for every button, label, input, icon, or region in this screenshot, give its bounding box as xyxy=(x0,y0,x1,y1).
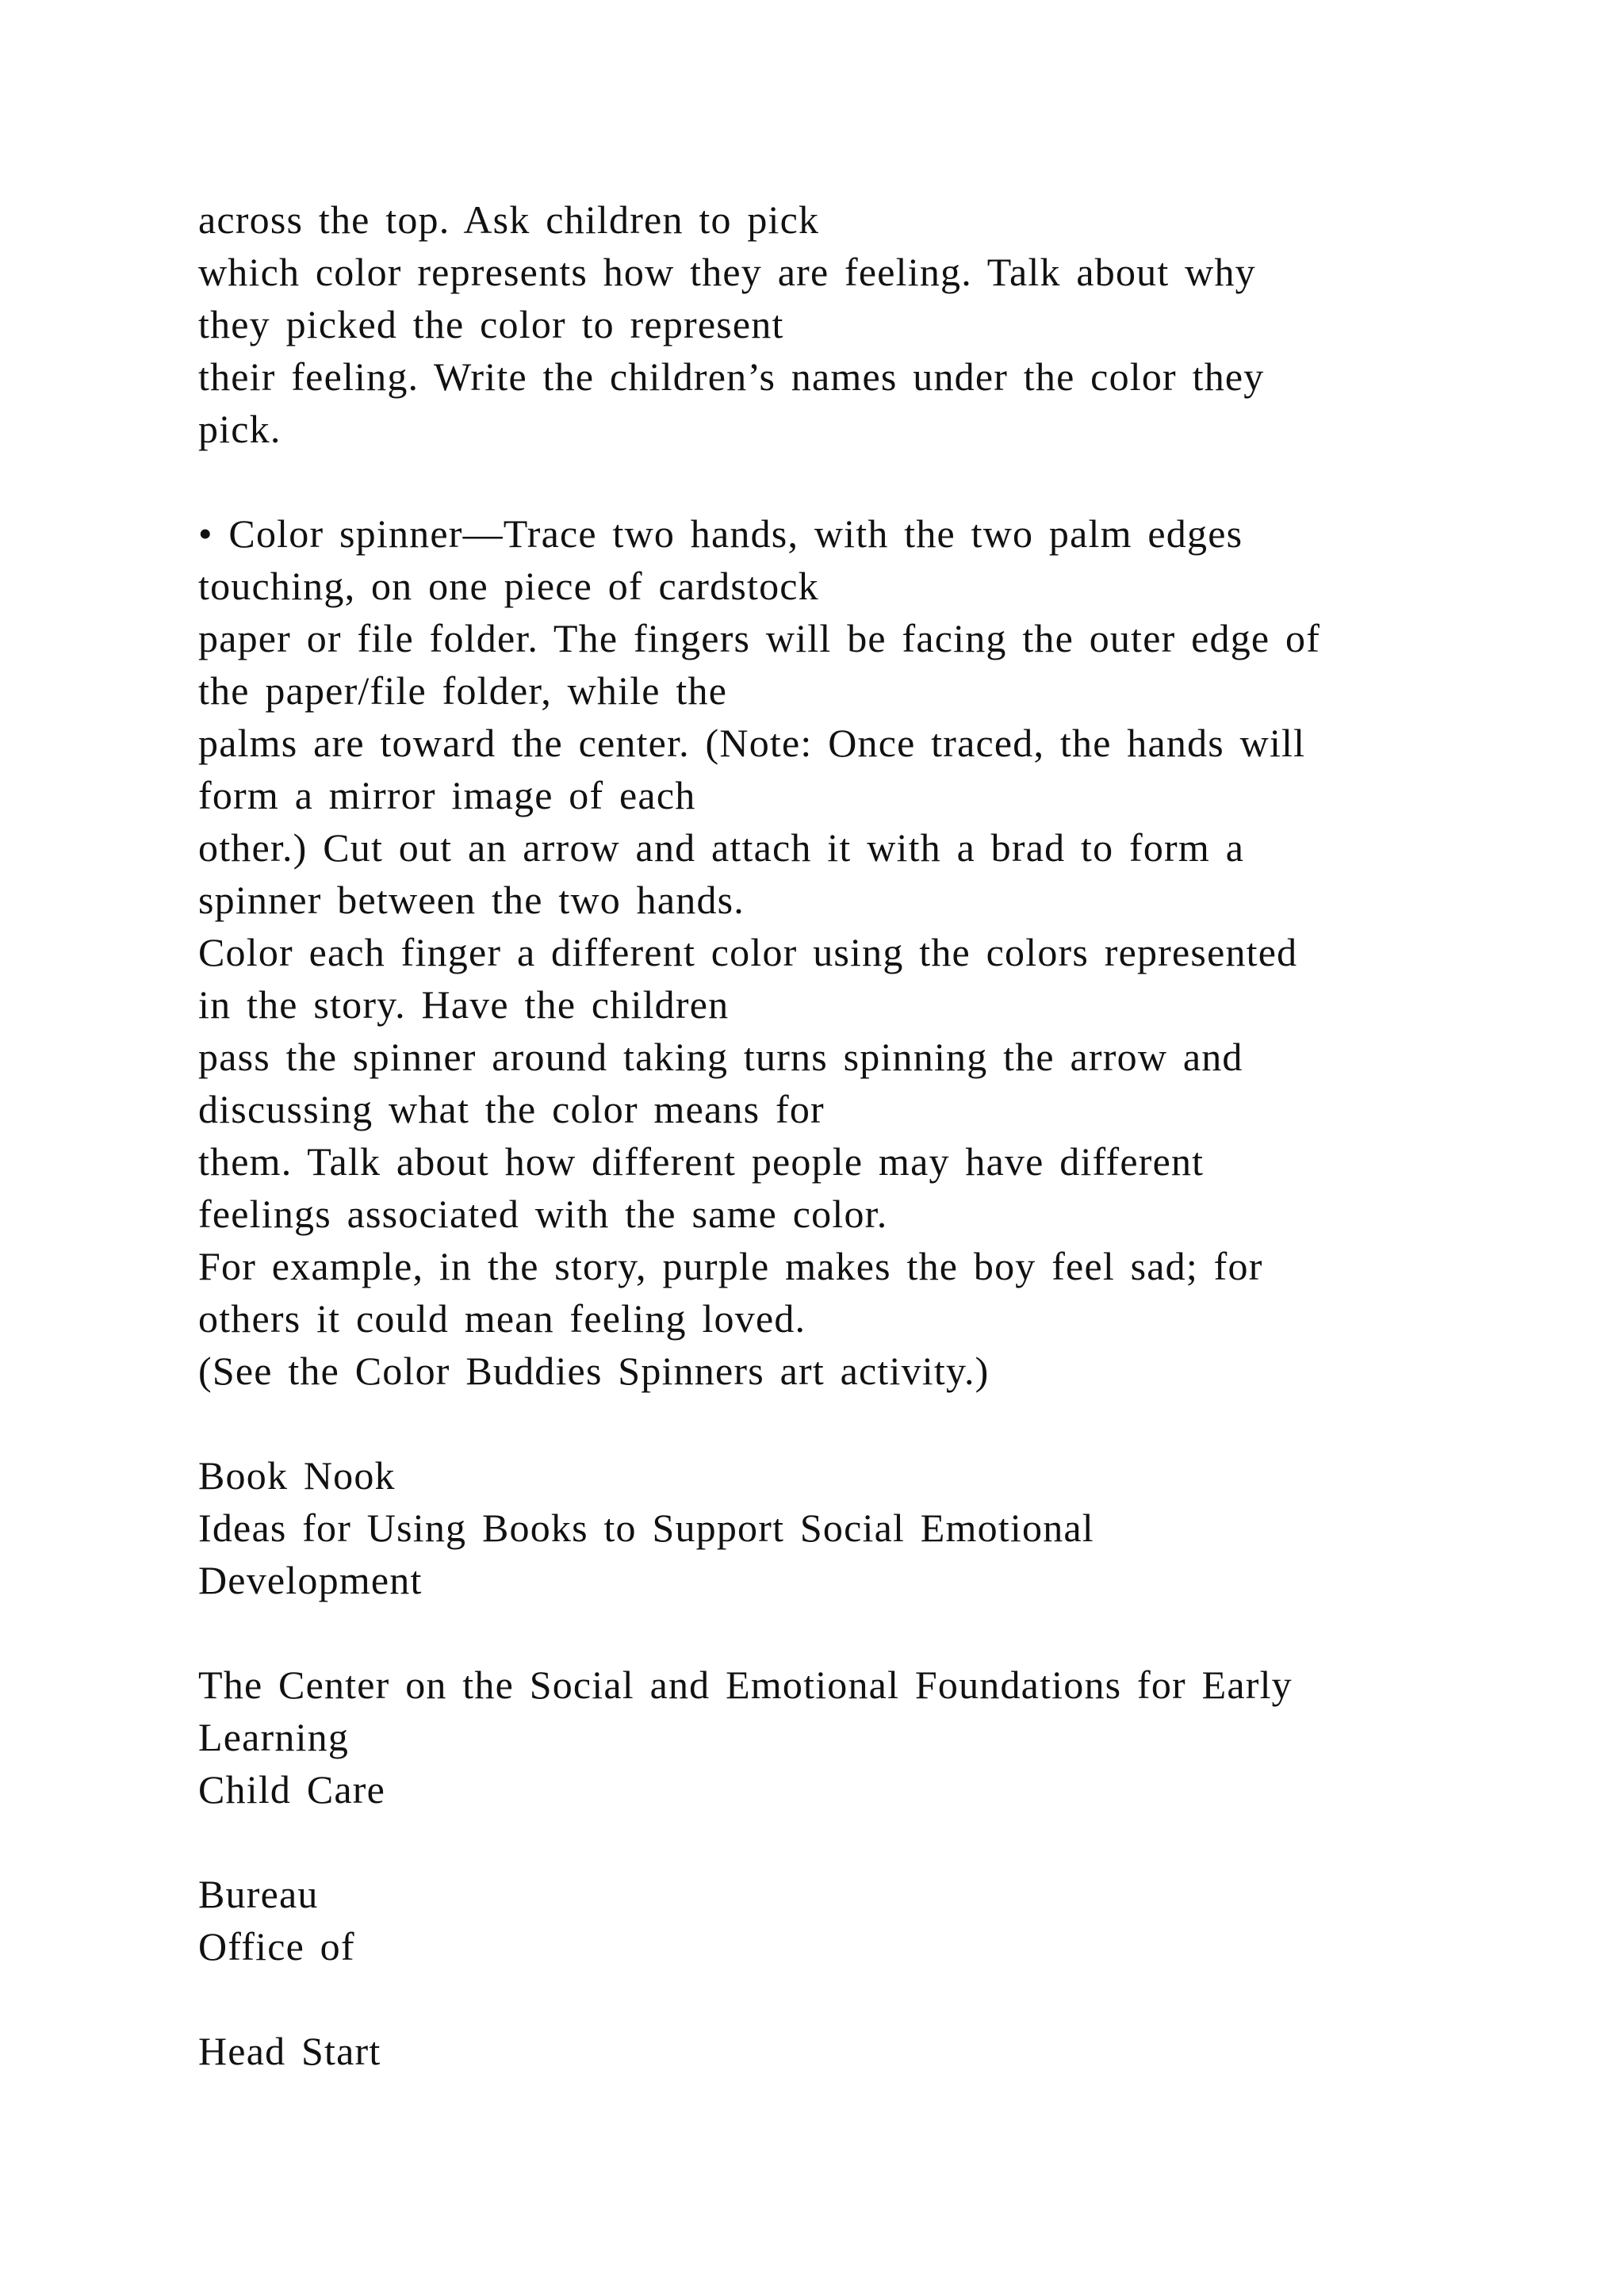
text-line: others it could mean feeling loved. xyxy=(198,1296,806,1341)
text-line: they picked the color to represent xyxy=(198,302,784,346)
organization-name: Head Start xyxy=(198,2029,381,2073)
blank-line xyxy=(198,1606,1435,1659)
organization-name: Child Care xyxy=(198,1767,386,1812)
text-line: their feeling. Write the children’s names under the color they xyxy=(198,354,1265,399)
section-subtitle: Development xyxy=(198,1558,423,1602)
text-line: discussing what the color means for xyxy=(198,1087,825,1131)
text-line: (See the Color Buddies Spinners art activity.) xyxy=(198,1349,990,1393)
text-line: across the top. Ask children to pick xyxy=(198,197,820,242)
document-body xyxy=(198,193,1435,2077)
text-line: pass the spinner around taking turns spinning the arrow and xyxy=(198,1035,1243,1079)
text-line: palms are toward the center. (Note: Once traced, the hands will xyxy=(198,721,1306,765)
blank-line xyxy=(198,1397,1435,1449)
text-line: the paper/file folder, while the xyxy=(198,668,728,713)
text-line: them. Talk about how different people may have different xyxy=(198,1139,1205,1184)
text-line: other.) Cut out an arrow and attach it with a brad to form a xyxy=(198,825,1245,870)
blank-line xyxy=(198,1816,1435,1868)
text-line: form a mirror image of each xyxy=(198,773,696,817)
organization-name: Bureau xyxy=(198,1872,319,1916)
text-line: spinner between the two hands. xyxy=(198,878,745,922)
text-line: in the story. Have the children xyxy=(198,982,730,1027)
text-line: For example, in the story, purple makes the boy feel sad; for xyxy=(198,1244,1263,1288)
text-line: paper or file folder. The fingers will be facing the outer edge of xyxy=(198,616,1321,660)
organization-name: Learning xyxy=(198,1715,350,1759)
blank-line xyxy=(198,455,1435,507)
text-line: which color represents how they are feeling. Talk about why xyxy=(198,250,1256,294)
text-line: feelings associated with the same color. xyxy=(198,1192,888,1236)
organization-name: The Center on the Social and Emotional Foundations for Early xyxy=(198,1663,1293,1707)
text-line: pick. xyxy=(198,407,282,451)
section-subtitle: Ideas for Using Books to Support Social Emotional xyxy=(198,1506,1094,1550)
text-line: touching, on one piece of cardstock xyxy=(198,564,819,608)
bullet-line: • Color spinner—Trace two hands, with the two palm edges xyxy=(198,511,1243,556)
organization-name: Office of xyxy=(198,1924,355,1969)
section-heading: Book Nook xyxy=(198,1453,396,1498)
blank-line xyxy=(198,1973,1435,2025)
text-line: Color each finger a different color using the colors represented xyxy=(198,930,1298,974)
